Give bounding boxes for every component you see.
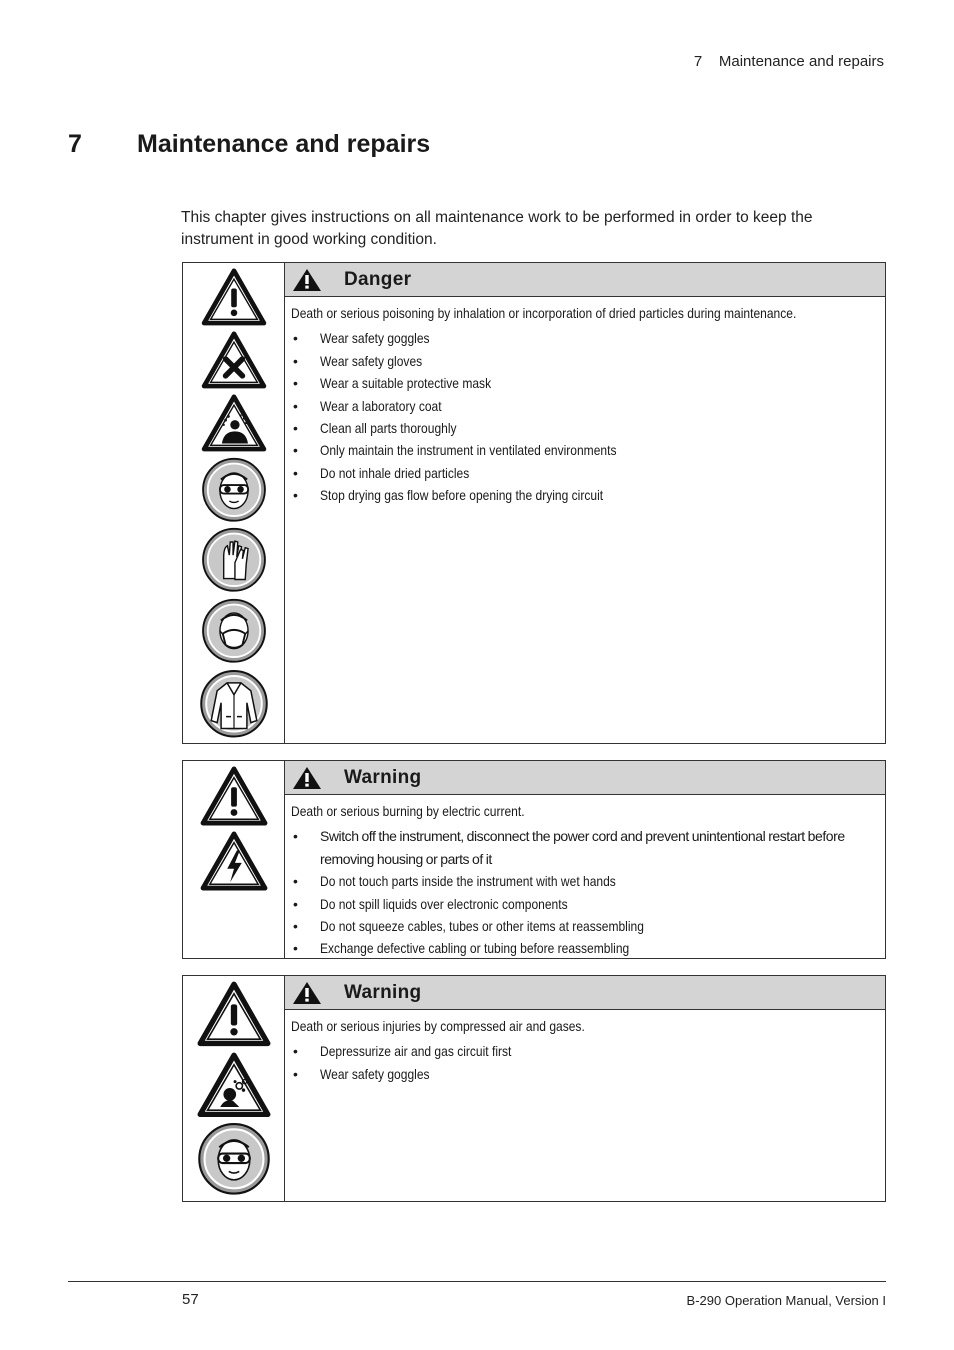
danger-lead: Death or serious poisoning by inhalation or incorporation of dried particles during maintenance. [291, 305, 797, 321]
list-item: • Wear safety goggles [291, 1063, 879, 1085]
list-item: • Switch off the instrument, disconnect the power cord and prevent unintentional restart before removing housing or parts of it [291, 825, 879, 870]
list-item: • Depressurize air and gas circuit first [291, 1040, 879, 1062]
list-item: • Wear a laboratory coat [291, 395, 879, 417]
lab-coat-icon [198, 669, 270, 738]
general-warning-icon [197, 981, 271, 1047]
compressed-header-warning-icon [292, 981, 322, 1005]
list-item: • Stop drying gas flow before opening the drying circuit [291, 484, 879, 506]
manual-name: B-290 Operation Manual, Version I [686, 1293, 886, 1308]
compressed-warning-label: Warning [344, 981, 422, 1003]
list-item: • Do not touch parts inside the instrument with wet hands [291, 870, 879, 892]
list-item: • Clean all parts thoroughly [291, 417, 879, 439]
list-item: • Do not spill liquids over electronic components [291, 893, 879, 915]
chapter-number: 7 [68, 130, 82, 158]
electric-lead: Death or serious burning by electric current. [291, 803, 525, 819]
running-header: 7 Maintenance and repairs [693, 53, 884, 70]
danger-icon-column [183, 263, 285, 743]
harmful-substance-icon [200, 331, 268, 389]
general-warning-icon [200, 268, 268, 326]
footer-rule [68, 1281, 886, 1282]
toxic-inhalation-icon [200, 394, 268, 452]
chapter-heading [68, 130, 430, 159]
electric-warning-box [182, 760, 886, 959]
danger-header-warning-icon [292, 268, 322, 292]
list-item: • Do not squeeze cables, tubes or other items at reassembling [291, 915, 879, 937]
chapter-title: Maintenance and repairs [137, 130, 431, 158]
chapter-intro: This chapter gives instructions on all maintenance work to be performed in order to keep the instrument in good working condition. [181, 209, 813, 248]
list-item: • Exchange defective cabling or tubing before reassembling [291, 937, 879, 959]
compressed-icon-column [183, 976, 285, 1201]
danger-text-column [285, 263, 885, 743]
general-warning-icon [200, 766, 268, 826]
electric-header [285, 761, 885, 795]
compressed-header [285, 976, 885, 1010]
list-item: • Wear a suitable protective mask [291, 372, 879, 394]
safety-gloves-icon [200, 527, 268, 593]
electric-header-warning-icon [292, 766, 322, 790]
electric-warning-label: Warning [344, 766, 422, 788]
danger-header [285, 263, 885, 297]
danger-box [182, 262, 886, 744]
danger-body [285, 297, 885, 513]
list-item: • Only maintain the instrument in ventilated environments [291, 439, 879, 461]
compressed-gas-icon [197, 1052, 271, 1118]
danger-label: Danger [344, 268, 412, 290]
danger-list [291, 327, 879, 506]
protective-mask-icon [200, 598, 268, 664]
electric-shock-icon [200, 831, 268, 891]
electric-list [291, 825, 879, 959]
page-number: 57 [182, 1291, 199, 1308]
compressed-text-column [285, 976, 885, 1201]
list-item: • Wear safety goggles [291, 327, 879, 349]
compressed-lead: Death or serious injuries by compressed air and gases. [291, 1018, 585, 1034]
safety-goggles-icon [197, 1122, 271, 1196]
compressed-list [291, 1040, 879, 1085]
list-item: • Do not inhale dried particles [291, 462, 879, 484]
electric-body [285, 795, 885, 966]
list-item: • Wear safety gloves [291, 350, 879, 372]
safety-goggles-icon [200, 457, 268, 523]
electric-text-column [285, 761, 885, 958]
compressed-air-warning-box [182, 975, 886, 1202]
electric-icon-column [183, 761, 285, 958]
compressed-body [285, 1010, 885, 1091]
